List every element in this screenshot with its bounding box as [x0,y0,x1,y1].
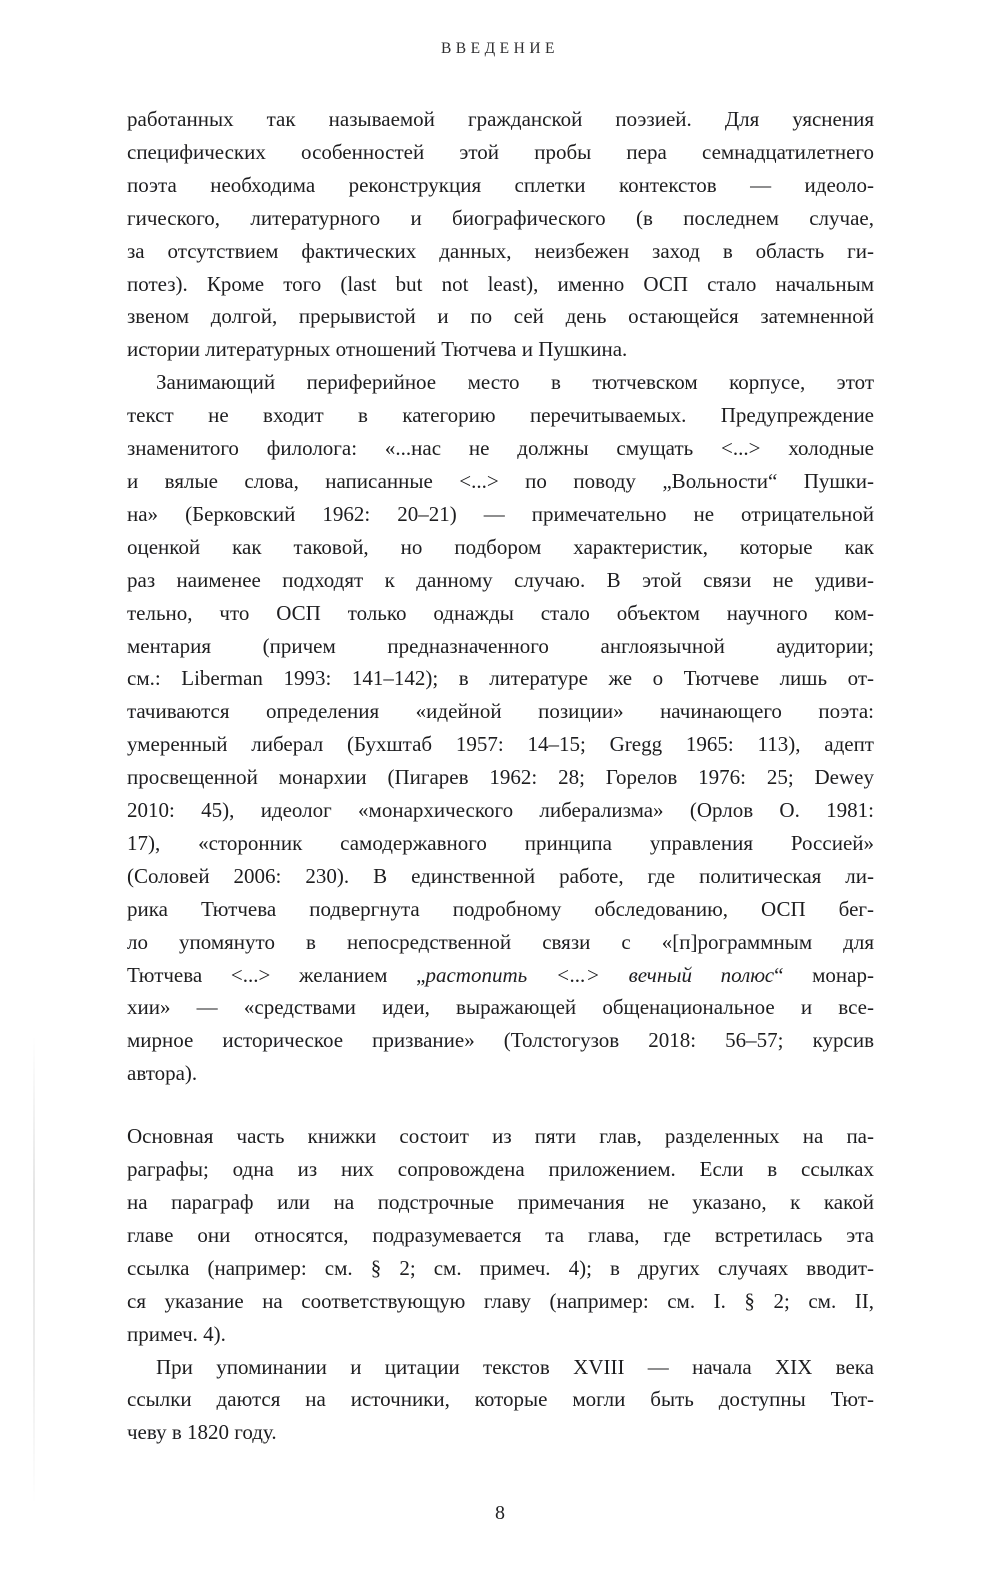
italic-text: растопить <...> вечный полюс [425,962,775,987]
text-run: примеч. 4). [127,1321,226,1346]
text-run: тельно, что ОСП только однажды стало объектом научного ком- [127,600,874,625]
text-line [127,597,874,630]
text-run: рика Тютчева подвергнута подробному обследованию, ОСП бег- [127,896,874,921]
text-line [127,235,874,268]
text-run: гического, литературного и биографического (в последнем случае, [127,205,874,230]
text-run: на» (Берковский 1962: 20–21) — примечательно не отрицательной [127,501,874,526]
text-line [127,794,874,827]
text-run: автора). [127,1061,198,1086]
text-line [127,300,874,333]
text-run: знаменитого филолога: «...нас не должны смущать <...> холодные [127,436,874,461]
text-run: При упоминании и цитации текстов XVIII — начала XIX века [156,1354,874,1379]
text-run: раз наименее подходят к данному случаю. В этой связи не удиви- [127,567,874,592]
text-line [127,728,874,761]
text-line [127,1024,874,1057]
text-line [127,399,874,432]
text-run: просвещенной монархии (Пигарев 1962: 28; Горелов 1976: 25; Dewey [127,765,874,790]
text-run: поэта необходима реконструкция сплетки контекстов — идеоло- [127,172,874,197]
text-line [127,630,874,663]
text-line [127,1285,874,1318]
text-line [127,926,874,959]
text-line [127,991,874,1024]
text-line [127,860,874,893]
text-line [127,959,874,992]
text-run: 2010: 45), идеолог «монархического либерализма» (Орлов О. 1981: [127,798,874,823]
text-run: Основная часть книжки состоит из пяти глав, разделенных на па- [127,1124,874,1149]
text-run: умеренный либерал (Бухштаб 1957: 14–15; Gregg 1965: 113), адепт [127,732,874,757]
chapter-running-head: ВВЕДЕНИЕ [440,40,560,57]
text-line [127,498,874,531]
text-line [127,1153,874,1186]
text-line [127,1416,874,1449]
paragraph [127,1351,874,1450]
text-run: за отсутствием фактических данных, неизбежен заход в область ги- [127,238,874,263]
text-line [127,827,874,860]
scan-gutter-line [33,1035,35,1505]
text-run: см.: Liberman 1993: 141–142); в литературе же о Тютчеве лишь от- [127,666,874,691]
text-run: звеном долгой, прерывистой и по сей день остающейся затемненной [127,304,874,329]
text-line [127,662,874,695]
text-run: хии» — «средствами идеи, выражающей общенациональное и все- [127,995,874,1020]
text-run: ссылка (например: см. § 2; см. примеч. 4); в других случаях вводит- [127,1255,874,1280]
text-run: ссылки даются на источники, которые могли быть доступны Тют- [127,1387,874,1412]
text-line [127,333,874,366]
text-run: истории литературных отношений Тютчева и Пушкина. [127,337,628,362]
paragraph [127,103,874,366]
text-line [127,1318,874,1351]
text-run: работанных так называемой гражданской поэзией. Для уяснения [127,107,874,131]
text-line [127,1252,874,1285]
text-run: и вялые слова, написанные <...> по поводу „Вольности“ Пушки- [127,468,874,493]
text-run: оценкой как таковой, но подбором характеристик, которые как [127,534,874,559]
text-line [127,1057,874,1090]
text-line [127,893,874,926]
text-run: раграфы; одна из них сопровождена приложением. Если в ссылках [127,1157,874,1182]
text-run: Тютчева <...> желанием „ [127,962,426,987]
text-run: на параграф или на подстрочные примечания не указано, к какой [127,1190,874,1214]
text-run: текст не входит в категорию перечитываемых. Предупреждение [127,403,874,428]
page-number: 8 [495,1502,505,1524]
text-line [127,1351,874,1384]
text-line [127,531,874,564]
text-run: ся указание на соответствующую главу (например: см. I. § 2; см. II, [127,1288,874,1313]
text-line [127,1186,874,1219]
text-run: Занимающий периферийное место в тютчевском корпусе, этот [156,370,874,395]
paragraph [127,366,874,1090]
text-line [127,432,874,465]
text-run: чеву в 1820 году. [127,1420,277,1445]
text-run: 17), «сторонник самодержавного принципа управления Россией» [127,830,874,855]
text-line [127,761,874,794]
text-line [127,695,874,728]
text-run: ментария (причем предназначенного англоязычной аудитории; [127,633,874,658]
text-run: мирное историческое призвание» (Толстогузов 2018: 56–57; курсив [127,1028,874,1053]
text-run: главе они относятся, подразумевается та глава, где встретилась эта [127,1222,874,1247]
text-line [127,1383,874,1416]
text-line [127,564,874,597]
text-run: “ монар- [774,962,874,987]
body-text [127,103,874,1449]
text-line [127,1219,874,1252]
text-run: тачиваются определения «идейной позиции» начинающего поэта: [127,699,874,724]
text-line [127,103,874,136]
text-line [127,465,874,498]
paragraph [127,1120,874,1350]
text-line [127,136,874,169]
text-run: (Соловей 2006: 230). В единственной работе, где политическая ли- [127,863,874,888]
text-line [127,202,874,235]
text-run: специфических особенностей этой пробы пера семнадцатилетнего [127,139,874,164]
text-run: ло упомянуто в непосредственной связи с «[п]рограммным для [127,929,874,954]
text-line [127,366,874,399]
text-run: потез). Кроме того (last but not least), именно ОСП стало начальным [127,271,874,296]
text-line [127,1120,874,1153]
text-line [127,169,874,202]
text-line [127,268,874,301]
